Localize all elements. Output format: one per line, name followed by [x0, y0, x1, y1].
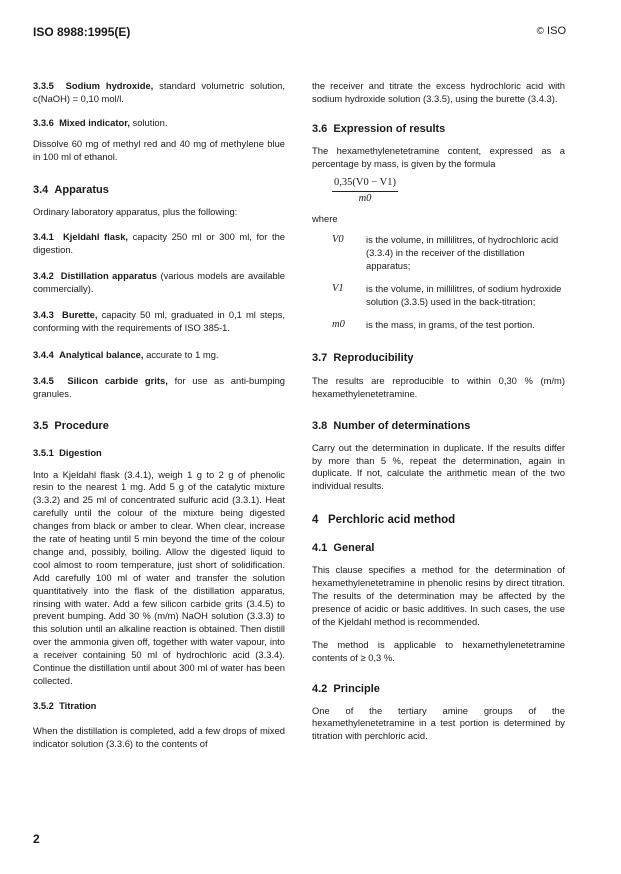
clause-title: Burette, — [62, 309, 98, 321]
clause-3-4-3 — [33, 309, 285, 335]
paragraph: The results are reproducible to within 0,30 % (m/m) hexamethylenetetramine. — [312, 374, 565, 399]
paragraph: This clause specifies a method for the determination of hexamethylenetetramine in phenolic resins by direct titration. The results of the determination may be affected by the presence of acidic or basic additives. In such cases, the use of the Kjeldahl method is recommended. — [312, 564, 565, 627]
section-number: 3.7 — [312, 351, 328, 364]
clause-3-4-5 — [33, 375, 285, 401]
copyright-org — [537, 25, 566, 37]
clause-title: Titration — [59, 699, 97, 711]
clause-number: 3.4.5 — [33, 374, 54, 386]
formula — [332, 177, 565, 206]
org-name: ISO — [547, 25, 566, 37]
clause-number: 3.5.1 — [33, 446, 54, 458]
clause-number: 3.4.2 — [33, 270, 54, 282]
section-number: 4 — [312, 514, 319, 527]
clause-3-5-2 — [33, 700, 285, 713]
section-heading-3-5 — [33, 419, 285, 433]
clause-text: standard volumetric solution, c(NaOH) = 0,10 mol/l. — [33, 80, 285, 104]
clause-title: Distillation apparatus — [60, 270, 157, 282]
clause-number: 3.3.6 — [33, 116, 54, 128]
clause-title: Sodium hydroxide, — [65, 80, 154, 91]
section-number: 3.6 — [312, 122, 328, 135]
copyright-symbol: © — [536, 26, 545, 37]
page-number: 2 — [33, 832, 40, 846]
paragraph: the receiver and titrate the excess hydrochloric acid with sodium hydroxide solution (3.3.5), using the burette (3.4.3). — [312, 80, 565, 104]
section-heading-4-1 — [312, 541, 565, 555]
definition-symbol: m0 — [332, 318, 345, 330]
section-title: General — [333, 542, 375, 555]
clause-title: Silicon carbide grits, — [67, 374, 168, 386]
clause-title: Digestion — [59, 446, 102, 458]
definition-text: is the mass, in grams, of the test portion. — [366, 318, 535, 330]
paragraph: Dissolve 60 mg of methyl red and 40 mg of methylene blue in 100 ml of ethanol. — [33, 137, 285, 162]
section-number: 3.5 — [33, 419, 49, 432]
document-id: ISO 8988:1995(E) — [33, 25, 131, 39]
paragraph: When the distillation is completed, add a few drops of mixed indicator solution (3.3.6) to the contents of — [33, 724, 285, 749]
section-title: Number of determinations — [333, 419, 471, 432]
clause-title: Mixed indicator, — [59, 116, 130, 128]
clause-3-4-4 — [33, 349, 285, 362]
paragraph: The method is applicable to hexamethylenetetramine contents of ≥ 0,3 %. — [312, 638, 565, 663]
clause-number: 3.4.1 — [33, 231, 54, 243]
clause-3-3-6 — [33, 117, 285, 130]
section-number: 4.1 — [312, 542, 328, 555]
where-label: where — [312, 213, 338, 225]
definition-symbol: V0 — [332, 234, 344, 246]
paragraph: Into a Kjeldahl flask (3.4.1), weigh 1 g to 2 g of phenolic resin to the nearest 1 mg. Add 5 g of the catalytic mixture (3.3.2) and 25 ml of concentrated sulfuric acid (3.3.1). Heat carefully until the colour of the mixture being digested changes from black or amber to clear. When clear, increase the rate of heating until 5 min beyond the time of the colour change and, possibly, boiling. Allow the digested liquid to cool almost to room temperature, just short of solidification. Add carefully 100 ml of water and transfer the solution quantitatively into the flask of the distillation apparatus, rinsing with water. Add a few silicon carbide grits (3.4.5) to prevent bumping. Add 30 % (m/m) NaOH solution (3.3.3) to this solution until an alkaline reaction is obtained. Then distill over the ammonia given off, together with water vapour, into a receiver containing 50 ml of hydrochloric acid (3.3.4). Continue the distillation until about 300 ml of water has been collected. — [33, 468, 285, 686]
definition-item — [332, 319, 565, 332]
section-number: 3.4 — [33, 183, 49, 196]
clause-text: solution. — [132, 116, 168, 128]
clause-text: (various models are available commercially). — [33, 270, 285, 295]
clause-3-4-1 — [33, 231, 285, 257]
clause-title: Analytical balance, — [59, 348, 144, 360]
paragraph: Carry out the determination in duplicate. If the results differ by more than 5 %, repeat the determination, again in duplicate. If not, calculate the arithmetic mean of the two individual results. — [312, 441, 565, 492]
clause-title: Kjeldahl flask, — [63, 231, 129, 243]
clause-3-5-1 — [33, 447, 285, 460]
formula-denominator: m0 — [358, 192, 372, 204]
section-heading-3-7 — [312, 351, 565, 365]
section-heading-3-4 — [33, 183, 285, 197]
formula-fraction — [332, 177, 398, 206]
clause-text: accurate to 1 mg. — [146, 348, 219, 360]
section-title: Apparatus — [54, 183, 109, 196]
clause-text: capacity 250 ml or 300 ml, for the digestion. — [33, 231, 285, 256]
clause-number: 3.3.5 — [33, 80, 54, 91]
section-title: Procedure — [54, 419, 109, 432]
definition-item — [332, 283, 565, 309]
section-heading-3-8 — [312, 419, 565, 433]
section-heading-3-6 — [312, 122, 565, 136]
formula-numerator: 0,35(V0 − V1) — [332, 177, 398, 192]
clause-3-4-2 — [33, 270, 285, 296]
definition-text: is the volume, in millilitres, of sodium hydroxide solution (3.3.5) used in the back-titration; — [366, 283, 562, 307]
clause-text: capacity 50 ml, graduated in 0,1 ml steps, conforming with the requirements of ISO 385-1. — [33, 309, 285, 333]
clause-number: 3.5.2 — [33, 699, 54, 711]
section-title: Reproducibility — [333, 351, 414, 364]
section-title: Perchloric acid method — [328, 514, 456, 527]
clause-text: for use as anti-bumping granules. — [33, 374, 285, 399]
section-number: 3.8 — [312, 419, 328, 432]
definition-text: is the volume, in millilitres, of hydrochloric acid (3.3.4) in the receiver of the distillation apparatus; — [366, 234, 559, 272]
paragraph: Ordinary laboratory apparatus, plus the following: — [33, 205, 238, 217]
paragraph: The hexamethylenetetramine content, expressed as a percentage by mass, is given by the formula — [312, 144, 565, 169]
section-heading-4-2 — [312, 682, 565, 696]
section-title: Expression of results — [333, 122, 446, 135]
clause-number: 3.4.4 — [33, 348, 54, 360]
clause-3-3-5 — [33, 80, 285, 106]
right-column — [312, 80, 565, 743]
section-heading-4 — [312, 513, 565, 527]
definition-item — [332, 234, 565, 273]
section-number: 4.2 — [312, 682, 328, 695]
left-column — [33, 80, 285, 751]
definition-symbol: V1 — [332, 283, 344, 295]
clause-number: 3.4.3 — [33, 309, 54, 321]
section-title: Principle — [333, 682, 380, 695]
paragraph: One of the tertiary amine groups of the hexamethylenetetramine in a test portion is determined by titration with perchloric acid. — [312, 704, 565, 742]
